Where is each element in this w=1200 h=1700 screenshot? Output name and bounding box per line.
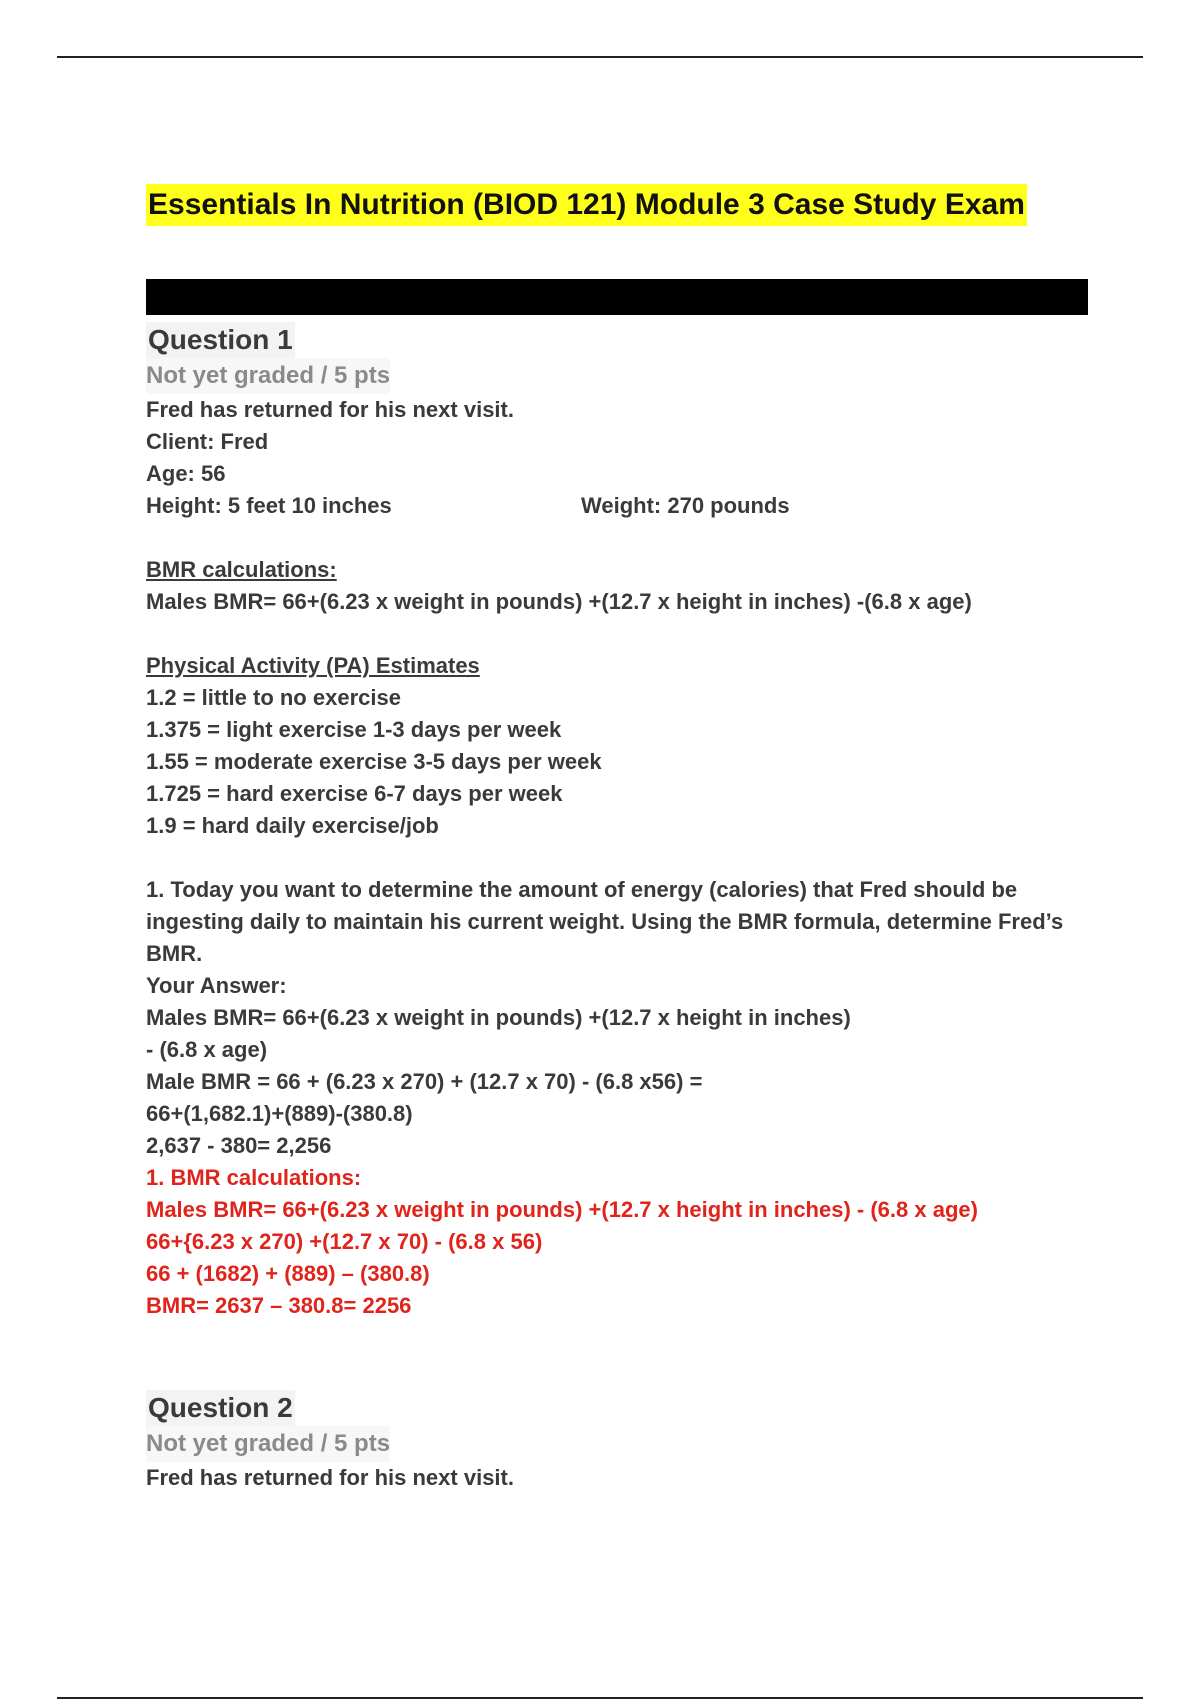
grade-status: Not yet graded / 5 pts (146, 1426, 390, 1462)
pa-item: 1.55 = moderate exercise 3-5 days per week (146, 749, 602, 774)
intro-text: Fred has returned for his next visit. (146, 1465, 514, 1490)
answer-key-line: BMR= 2637 – 380.8= 2256 (146, 1293, 412, 1318)
answer-key-line: Males BMR= 66+(6.23 x weight in pounds) +(12.7 x height in inches) - (6.8 x age) (146, 1197, 978, 1222)
height-text: Height: 5 feet 10 inches (146, 493, 392, 518)
bmr-formula: Males BMR= 66+(6.23 x weight in pounds) +(12.7 x height in inches) -(6.8 x age) (146, 589, 972, 614)
weight-text: Weight: 270 pounds (581, 493, 790, 518)
answer-key-line: 66+{6.23 x 270) +(12.7 x 70) - (6.8 x 56) (146, 1229, 543, 1254)
pa-item: 1.725 = hard exercise 6-7 days per week (146, 781, 563, 806)
question-heading: Question 1 (146, 322, 295, 358)
answer-line: 66+(1,682.1)+(889)-(380.8) (146, 1101, 413, 1126)
bmr-heading: BMR calculations: (146, 557, 337, 582)
question-1 (146, 322, 1088, 1322)
age-text: Age: 56 (146, 461, 226, 486)
top-rule (57, 56, 1143, 58)
document-title: Essentials In Nutrition (BIOD 121) Module 3 Case Study Exam (146, 184, 1027, 226)
pa-heading: Physical Activity (PA) Estimates (146, 653, 480, 678)
answer-line: - (6.8 x age) (146, 1037, 268, 1062)
redaction-bar (146, 279, 1088, 315)
answer-key-line: 1. BMR calculations: (146, 1165, 362, 1190)
pa-item: 1.9 = hard daily exercise/job (146, 813, 439, 838)
answer-line: Male BMR = 66 + (6.23 x 270) + (12.7 x 70) - (6.8 x56) = (146, 1069, 703, 1094)
grade-status: Not yet graded / 5 pts (146, 358, 390, 394)
answer-key-line: 66 + (1682) + (889) – (380.8) (146, 1261, 430, 1286)
client-text: Client: Fred (146, 429, 269, 454)
intro-text: Fred has returned for his next visit. (146, 397, 514, 422)
question-prompt: 1. Today you want to determine the amount of energy (calories) that Fred should be ingesting daily to maintain his current weight. Using the BMR formula, determine Fred’s BMR. (146, 877, 1064, 966)
question-heading: Question 2 (146, 1390, 295, 1426)
pa-item: 1.2 = little to no exercise (146, 685, 401, 710)
pa-item: 1.375 = light exercise 1-3 days per week (146, 717, 562, 742)
answer-label: Your Answer: (146, 973, 287, 998)
answer-line: Males BMR= 66+(6.23 x weight in pounds) +(12.7 x height in inches) (146, 1005, 851, 1030)
bottom-rule (57, 1697, 1143, 1699)
answer-line: 2,637 - 380= 2,256 (146, 1133, 332, 1158)
question-2 (146, 1390, 1088, 1494)
